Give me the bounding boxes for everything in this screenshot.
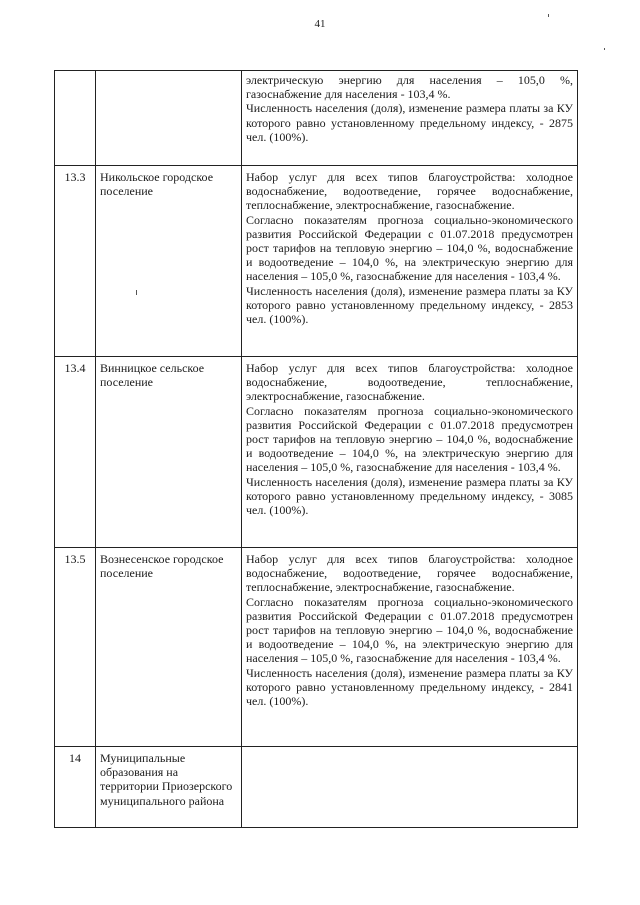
description-paragraph: Согласно показателям прогноза социально-экономического развития Российской Федерации с 01.07.2018 предусмотрен рост тарифов на тепловую энергию – 104,0 %, водоснабжение и водоотведение – 104,0 %, на электрическую энергию для населения – 105,0 %, газоснабжение для населения - 103,4 %.: [246, 403, 573, 475]
row-number: [55, 71, 96, 166]
municipality-name: Винницкое сельское поселение: [96, 357, 242, 548]
description-paragraph: Согласно показателям прогноза социально-экономического развития Российской Федерации с 01.07.2018 предусмотрен рост тарифов на тепловую энергию – 104,0 %, водоснабжение и водоотведение – 104,0 %, на электрическую энергию для населения – 105,0 %, газоснабжение для населения - 103,4 %.: [246, 212, 573, 284]
table-row: [55, 166, 578, 357]
municipality-name: [96, 71, 242, 166]
row-description: [242, 548, 578, 747]
description-paragraph: Набор услуг для всех типов благоустройства: холодное водоснабжение, водоотведение, горячее водоснабжение, теплоснабжение, электроснабжение, газоснабжение.: [246, 552, 573, 595]
row-description: [242, 357, 578, 548]
row-description: [242, 71, 578, 166]
scan-speck: [604, 48, 605, 50]
description-paragraph: Численность населения (доля), изменение размера платы за КУ которого равно установленному предельному индексу, - 2875 чел. (100%).: [246, 101, 573, 144]
description-paragraph: электрическую энергию для населения – 105,0 %, газоснабжение для населения - 103,4 %.: [246, 73, 573, 102]
row-description: [242, 747, 578, 828]
tariff-table: [54, 70, 578, 828]
table-row: [55, 747, 578, 828]
table-row: [55, 357, 578, 548]
page-number: 41: [314, 18, 326, 30]
municipality-name: Муниципальные образования на территории Приозерского муниципального района: [96, 747, 242, 828]
municipality-name: Вознесенское городское поселение: [96, 548, 242, 747]
scan-speck: [136, 290, 137, 295]
description-paragraph: Набор услуг для всех типов благоустройства: холодное водоснабжение, водоотведение, теплоснабжение, электроснабжение, газоснабжение.: [246, 361, 573, 404]
municipality-name: Никольское городское поселение: [96, 166, 242, 357]
row-number: 13.3: [55, 166, 96, 357]
description-paragraph: Численность населения (доля), изменение размера платы за КУ которого равно установленному предельному индексу, - 2841 чел. (100%).: [246, 665, 573, 709]
description-paragraph: Численность населения (доля), изменение размера платы за КУ которого равно установленному предельному индексу, - 2853 чел. (100%).: [246, 283, 573, 327]
row-number: 13.5: [55, 548, 96, 747]
description-paragraph: Набор услуг для всех типов благоустройства: холодное водоснабжение, водоотведение, горячее водоснабжение, теплоснабжение, электроснабжение, газоснабжение.: [246, 170, 573, 213]
row-number: 14: [55, 747, 96, 828]
row-number: 13.4: [55, 357, 96, 548]
table-row: [55, 71, 578, 166]
scan-speck: [548, 14, 549, 17]
row-description: [242, 166, 578, 357]
description-paragraph: Численность населения (доля), изменение размера платы за КУ которого равно установленному предельному индексу, - 3085 чел. (100%).: [246, 474, 573, 518]
table-row: [55, 548, 578, 747]
description-paragraph: Согласно показателям прогноза социально-экономического развития Российской Федерации с 01.07.2018 предусмотрен рост тарифов на тепловую энергию – 104,0 %, водоснабжение и водоотведение – 104,0 %, на электрическую энергию для населения – 105,0 %, газоснабжение для населения - 103,4 %.: [246, 594, 573, 666]
